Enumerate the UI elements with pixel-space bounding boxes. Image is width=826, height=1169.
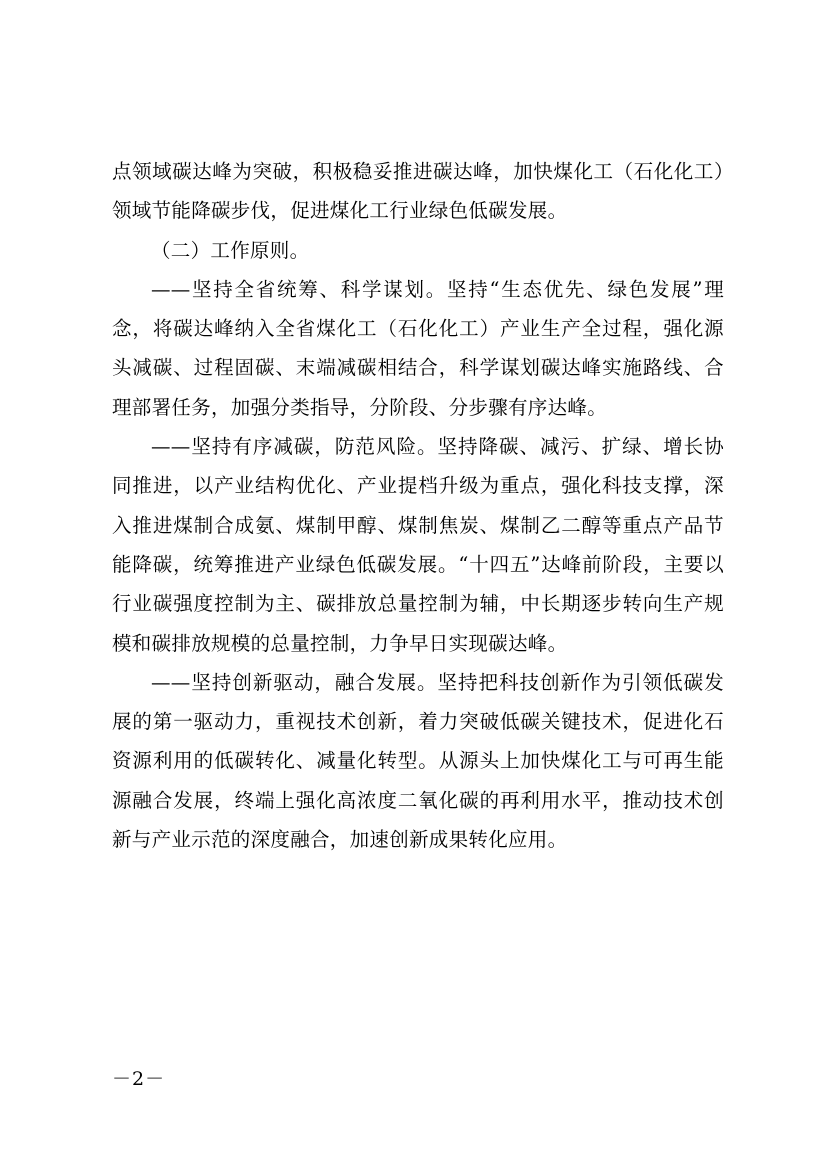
body-text — [112, 152, 724, 859]
paragraph-principle-orderly-reduction: ——坚持有序减碳，防范风险。坚持降碳、减污、扩绿、增长协同推进，以产业结构优化、产业提档升级为重点，强化科技支撑，深入推进煤制合成氨、煤制甲醇、煤制焦炭、煤制乙二醇等重点产品节能降碳，统筹推进产业绿色低碳发展。“十四五”达峰前阶段，主要以行业碳强度控制为主、碳排放总量控制为辅，中长期逐步转向生产规模和碳排放规模的总量控制，力争早日实现碳达峰。 — [112, 435, 724, 655]
paragraph-continuation: 点领域碳达峰为突破，积极稳妥推进碳达峰，加快煤化工（石化化工）领域节能降碳步伐，促进煤化工行业绿色低碳发展。 — [112, 160, 724, 223]
paragraph-principle-overall-planning: ——坚持全省统筹、科学谋划。坚持“生态优先、绿色发展”理念，将碳达峰纳入全省煤化工（石化化工）产业生产全过程，强化源头减碳、过程固碳、末端减碳相结合，科学谋划碳达峰实施路线、合理部署任务，加强分类指导，分阶段、分步骤有序达峰。 — [112, 277, 724, 419]
page-number: －2－ — [112, 1068, 166, 1090]
paragraph-principle-innovation: ——坚持创新驱动，融合发展。坚持把科技创新作为引领低碳发展的第一驱动力，重视技术创新，着力突破低碳关键技术，促进化石资源利用的低碳转化、减量化转型。从源头上加快煤化工与可再生能源融合发展，终端上强化高浓度二氧化碳的再利用水平，推动技术创新与产业示范的深度融合，加速创新成果转化应用。 — [112, 670, 724, 852]
section-heading-work-principles: （二）工作原则。 — [151, 238, 310, 262]
